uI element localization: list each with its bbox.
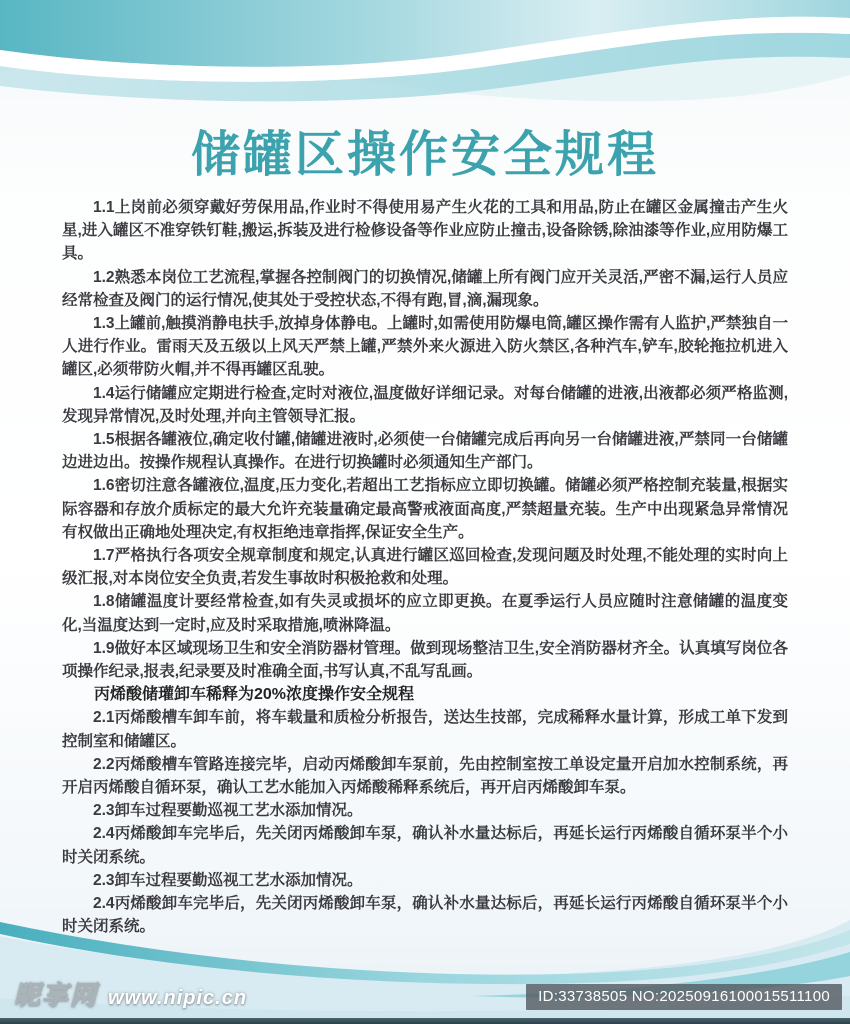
rule-paragraph: 2.4丙烯酸卸车完毕后，先关闭丙烯酸卸车泵，确认补水量达标后，再延长运行丙烯酸自循环泵半个小时关闭系统。 xyxy=(62,895,788,936)
watermark-url: www.nipic.cn xyxy=(108,987,248,1009)
rule-paragraph: 1.8储罐温度计要经常检查,如有失灵或损坏的应立即更换。在夏季运行人员应随时注意储罐的温度变化,当温度达到一定时,应及时采取措施,喷淋降温。 xyxy=(62,593,788,634)
rule-paragraph: 1.7严格执行各项安全规章制度和规定,认真进行罐区巡回检查,发现问题及时处理,不能处理的实时向上级汇报,对本岗位安全负责,若发生事故时积极抢救和处理。 xyxy=(62,547,788,588)
wave-decoration-top xyxy=(0,0,850,125)
rule-paragraph: 1.5根据各罐液位,确定收付罐,储罐进液时,必须使一台储罐完成后再向另一台储罐进液,严禁同一台储罐边进边出。按操作规程认真操作。在进行切换罐时必须通知生产部门。 xyxy=(62,431,788,472)
watermark-logo: 昵享网 xyxy=(14,980,99,1010)
rule-paragraph: 2.3卸车过程要勤巡视工艺水添加情况。 xyxy=(93,802,363,820)
rule-paragraph: 1.9做好本区域现场卫生和安全消防器材管理。做到现场整洁卫生,安全消防器材齐全。认真填写岗位各项操作纪录,报表,纪录要及时准确全面,书写认真,不乱写乱画。 xyxy=(62,639,788,681)
watermark xyxy=(14,975,247,1012)
rule-paragraph: 2.2丙烯酸槽车管路连接完毕，启动丙烯酸卸车泵前，先由控制室按工单设定量开启加水控制系统，再开启丙烯酸自循环泵，确认工艺水能加入丙烯酸稀释系统后，再开启丙烯酸卸车泵。 xyxy=(62,755,788,797)
rule-paragraph: 2.3卸车过程要勤巡视工艺水添加情况。 xyxy=(93,871,363,889)
bottom-edge-strip xyxy=(0,1018,850,1024)
rule-paragraph: 1.3上罐前,触摸消静电扶手,放掉身体静电。上罐时,如需使用防爆电筒,罐区操作需有人监护,严禁独自一人进行作业。雷雨天及五级以上风天严禁上罐,严禁外来火源进入防火禁区,各种汽车,铲车,胶轮拖拉机进入罐区,必须带防火帽,并不得再罐区乱驶。 xyxy=(62,315,788,379)
rule-paragraph: 1.1上岗前必须穿戴好劳保用品,作业时不得使用易产生火花的工具和用品,防止在罐区金属撞击产生火星,进入罐区不准穿铁钉鞋,搬运,拆装及进行检修设备等作业应防止撞击,设备除锈,除油漆等作业,应用防爆工具。 xyxy=(62,199,788,263)
id-stamp: ID:33738505 NO:20250916100015511100 xyxy=(526,984,842,1010)
rule-paragraph: 1.6密切注意各罐液位,温度,压力变化,若超出工艺指标应立即切换罐。储罐必须严格控制充装量,根据实际容器和存放介质标定的最大允许充装量确定最高警戒液面高度,严禁超量充装。生产中出现紧急异常情况有权做出正确地处理决定,有权拒绝违章指挥,保证安全生产。 xyxy=(62,477,788,541)
rule-paragraph: 2.1丙烯酸槽车卸车前，将车载量和质检分析报告，送达生技部，完成稀释水量计算，形成工单下发到控制室和储罐区。 xyxy=(62,709,788,750)
section2-heading: 丙烯酸储瓘卸车稀释为20%浓度操作安全规程 xyxy=(94,686,415,704)
rules-body xyxy=(62,196,788,939)
rule-paragraph: 1.4运行储罐应定期进行检查,定时对液位,温度做好详细记录。对每台储罐的进液,出液都必须严格监测,发现异常情况,及时处理,并向主管领导汇报。 xyxy=(62,384,788,425)
page-title: 储罐区操作安全规程 xyxy=(190,128,659,182)
rule-paragraph: 2.4丙烯酸卸车完毕后，先关闭丙烯酸卸车泵，确认补水量达标后，再延长运行丙烯酸自循环泵半个小时关闭系统。 xyxy=(62,825,788,866)
rule-paragraph: 1.2熟悉本岗位工艺流程,掌握各控制阀门的切换情况,储罐上所有阀门应开关灵活,严密不漏,运行人员应经常检查及阀门的运行情况,使其处于受控状态,不得有跑,冒,滴,漏现象。 xyxy=(62,268,788,309)
